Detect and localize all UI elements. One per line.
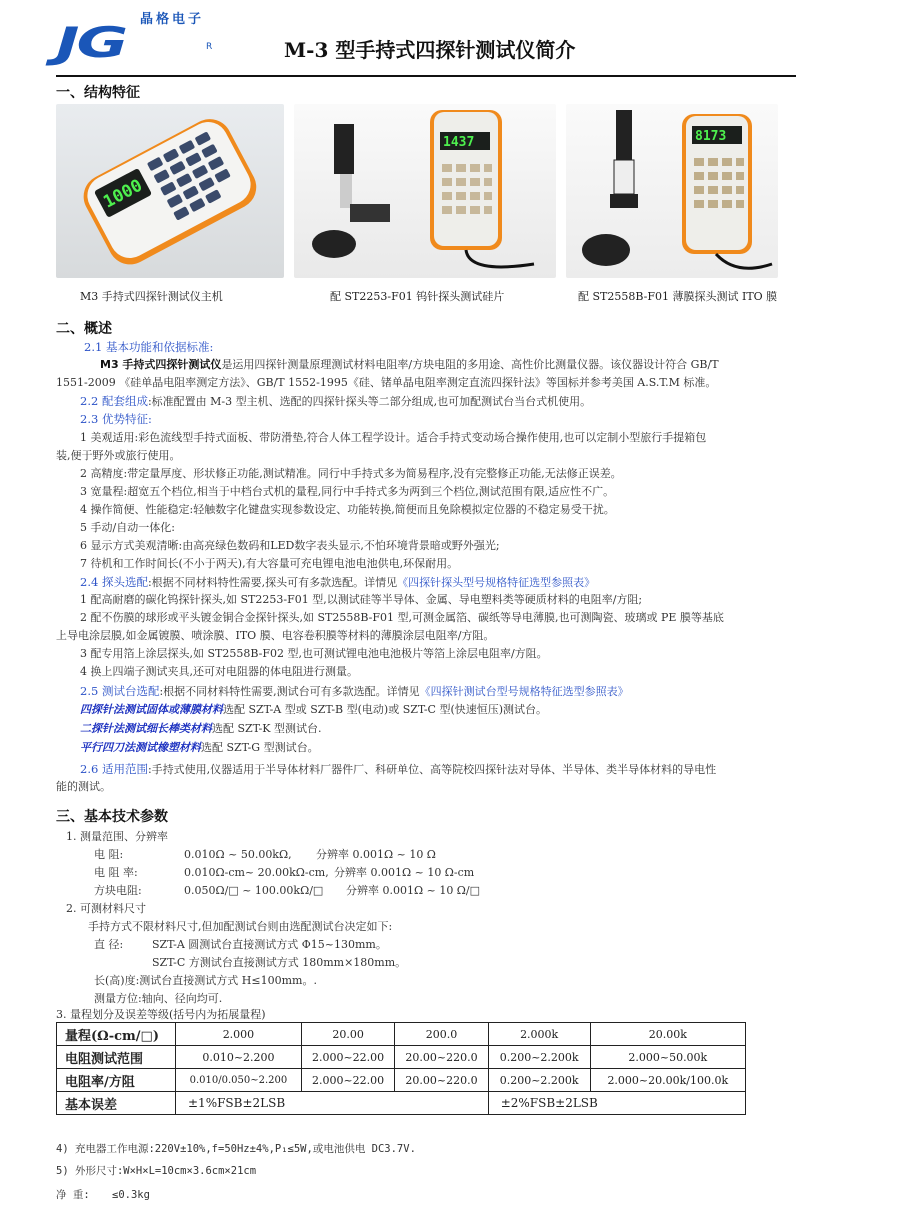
param-3-title: 3. 量程划分及误差等级(括号内为拓展量程) [56, 1008, 266, 1021]
advantage-3: 3 宽量程:超宽五个档位,相当于中档台式机的量程,同行中手持式多为两到三个档位,测试范围有限,适应性不广。 [80, 485, 615, 498]
intro-text: 是运用四探针测量原理测试材料电阻率/方块电阻的多用途、高性价比测量仪器。该仪器设计符合 GB/T [221, 358, 719, 371]
subsection-2-6-label: 2.6 适用范围 [80, 762, 148, 776]
advantage-1-cont: 装,便于野外或旅行使用。 [56, 449, 181, 462]
advantage-7: 7 待机和工作时间长(不小于两天),有大容量可充电锂电池电池供电,环保耐用。 [80, 557, 459, 570]
resistance-label: 电 阻: [94, 848, 124, 861]
probe-3: 3 配专用箔上涂层探头,如 ST2558B-F02 型,也可测试锂电池电池极片等箔上涂层电阻率/方阻。 [80, 647, 548, 660]
table-row-head: 基本误差 [57, 1092, 176, 1115]
main-display-value: 1000 [100, 175, 146, 213]
table-cell: ±2%FSB±2LSB [488, 1092, 745, 1115]
stand-3 [80, 739, 319, 757]
stand-2-method: 二探针法测试细长棒类材料 [80, 722, 212, 735]
table-row-head: 电阻测试范围 [57, 1046, 176, 1069]
resistivity-resolution: 分辨率 0.001Ω ~ 10 Ω-cm [334, 866, 475, 879]
subsection-2-4-label: 2.4 探头选配 [80, 575, 148, 589]
subsection-2-1: 2.1 基本功能和依据标准: [84, 340, 214, 354]
subsection-2-2-text: :标准配置由 M-3 型主机、选配的四探针探头等二部分组成,也可加配测试台当台式机使用。 [147, 395, 592, 408]
subsection-2-5-text: :根据不同材料特性需要,测试台可有多款选配。详情见 [159, 685, 420, 698]
subsection-2-4 [80, 573, 595, 592]
probe-2-cont: 上导电涂层膜,如金属镀膜、喷涂膜、ITO 膜、电容卷积膜等材料的薄膜涂层电阻率/方阻。 [56, 629, 495, 642]
table-cell: 2.000~20.00k/100.0k [590, 1069, 745, 1092]
stand-3-method: 平行四刀法测试橡塑材料 [80, 741, 201, 754]
subsection-2-3: 2.3 优势特征: [80, 412, 152, 426]
advantage-1: 1 美观适用:彩色流线型手持式面板、带防滑垫,符合人体工程学设计。适合手持式变动场合操作使用,也可以定制小型旅行手提箱包 [80, 431, 707, 444]
advantage-4: 4 操作简便、性能稳定:轻触数字化键盘实现参数设定、功能转换,简便而且免除模拟定位器的不稳定易受干扰。 [80, 503, 615, 516]
caption-main-unit: M3 手持式四探针测试仪主机 [80, 290, 223, 303]
stand-2-text: 选配 SZT-K 型测试台. [212, 722, 322, 735]
diameter-szt-c: SZT-C 方测试台直接测试方式 180mm×180mm。 [152, 956, 407, 969]
stand-2 [80, 720, 322, 738]
title-rule [56, 75, 796, 77]
company-logo [56, 8, 226, 67]
table-cell: ±1%FSB±2LSB [176, 1092, 489, 1115]
probe-table-link[interactable]: 《四探针探头型号规格特征选型参照表》 [397, 576, 596, 589]
table-row [57, 1046, 746, 1069]
dimension-spec: 5) 外形尺寸:W×H×L=10cm×3.6cm×21cm [56, 1165, 257, 1177]
range-table [56, 1022, 746, 1115]
table-cell: 0.010~2.200 [176, 1046, 302, 1069]
diameter-szt-a: SZT-A 圆测试台直接测试方式 Φ15~130mm。 [152, 938, 387, 951]
param-2-title: 2. 可测材料尺寸 [66, 902, 146, 915]
logo-brand-text: 晶格电子 [140, 12, 205, 27]
section1-heading: 一、结构特征 [56, 85, 140, 101]
caption-st2253: 配 ST2253-F01 钨针探头测试硅片 [330, 290, 505, 303]
resistivity-range: 0.010Ω-cm~ 20.00kΩ-cm, [184, 866, 329, 879]
table-cell: 2.000~22.00 [301, 1069, 394, 1092]
table-cell: 0.200~2.200k [488, 1069, 590, 1092]
table-row-head: 电阻率/方阻 [57, 1069, 176, 1092]
section2-heading: 二、概述 [56, 321, 112, 337]
logo-mark: JG [56, 18, 126, 67]
weight-label: 净 重: [56, 1189, 90, 1201]
advantage-6: 6 显示方式美观清晰:由高亮绿色数码和LED数字表头显示,不怕环境背景暗或野外强光; [80, 539, 500, 552]
table-cell: 20.00 [301, 1023, 394, 1046]
table-row [57, 1069, 746, 1092]
table-cell: 0.200~2.200k [488, 1046, 590, 1069]
table-cell: 20.00k [590, 1023, 745, 1046]
subsection-2-2 [80, 392, 591, 411]
stand-table-link[interactable]: 《四探针测试台型号规格特征选型参照表》 [419, 685, 629, 698]
weight-value: ≤0.3kg [112, 1189, 150, 1201]
table-cell: 2.000~50.00k [590, 1046, 745, 1069]
registered-mark: R [206, 42, 213, 52]
table-row-head: 量程(Ω-cm/□) [57, 1023, 176, 1046]
probe-1: 1 配高耐磨的碳化钨探针探头,如 ST2253-F01 型,以测试硅等半导体、金属、导电塑料类等硬质材料的电阻率/方阻; [80, 593, 643, 606]
sheet-resistance-resolution: 分辨率 0.001Ω ~ 10 Ω/□ [346, 884, 481, 897]
section3-heading: 三、基本技术参数 [56, 809, 168, 825]
table-row [57, 1092, 746, 1115]
advantage-2: 2 高精度:带定量厚度、形状修正功能,测试精准。同行中手持式多为简易程序,没有完整修正功能,无法修正误差。 [80, 467, 622, 480]
resistance-range: 0.010Ω ~ 50.00kΩ, [184, 848, 292, 861]
intro-line-2: 1551-2009 《硅单晶电阻率测定方法》、GB/T 1552-1995《硅、锗单晶电阻率测定直流四探针法》等国标并参考美国 A.S.T.M 标准。 [56, 376, 717, 389]
probe-2: 2 配不伤膜的球形或平头镀金铜合金探针探头,如 ST2558B-F01 型,可测金属箔、碳纸等导电薄膜,也可测陶瓷、玻璃或 PE 膜等基底 [80, 611, 724, 624]
caption-st2558b: 配 ST2558B-F01 薄膜探头测试 ITO 膜 [578, 290, 778, 303]
sheet-resistance-range: 0.050Ω/□ ~ 100.00kΩ/□ [184, 884, 324, 897]
subsection-2-5 [80, 682, 629, 701]
table-cell: 20.00~220.0 [395, 1069, 488, 1092]
height-limit: 长(高)度:测试台直接测试方式 H≤100mm。. [94, 974, 317, 987]
page-title: M-3 型手持式四探针测试仪简介 [284, 38, 576, 62]
st2253-display-value: 1437 [443, 135, 475, 150]
sheet-resistance-label: 方块电阻: [94, 884, 142, 897]
table-cell: 2.000 [176, 1023, 302, 1046]
photo-main-unit [56, 104, 284, 278]
table-cell: 2.000~22.00 [301, 1046, 394, 1069]
measure-direction: 测量方位:轴向、径向均可. [94, 992, 223, 1005]
table-cell: 2.000k [488, 1023, 590, 1046]
probe-4: 4 换上四端子测试夹具,还可对电阻器的体电阻进行测量。 [80, 665, 358, 678]
resistance-resolution: 分辨率 0.001Ω ~ 10 Ω [316, 848, 436, 861]
subsection-2-6-cont: 能的测试。 [56, 780, 111, 793]
diameter-label: 直 径: [94, 938, 124, 951]
subsection-2-5-label: 2.5 测试台选配 [80, 684, 160, 698]
product-name: M3 手持式四探针测试仪 [100, 358, 222, 371]
resistivity-label: 电 阻 率: [94, 866, 138, 879]
table-cell: 20.00~220.0 [395, 1046, 488, 1069]
photo-st2558b-probe [566, 104, 778, 278]
intro-line-1 [100, 356, 719, 374]
param-1-title: 1. 测量范围、分辨率 [66, 830, 168, 843]
table-cell: 0.010/0.050~2.200 [176, 1069, 302, 1092]
st2558b-display-value: 8173 [695, 129, 727, 144]
advantage-5: 5 手动/自动一体化: [80, 521, 175, 534]
stand-1-method: 四探针法测试固体或薄膜材料 [80, 703, 223, 716]
sample-size-note: 手持方式不限材料尺寸,但加配测试台则由选配测试台决定如下: [88, 920, 393, 933]
stand-3-text: 选配 SZT-G 型测试台。 [201, 741, 319, 754]
photo-st2253-probe [294, 104, 556, 278]
stand-1 [80, 701, 547, 719]
table-row [57, 1023, 746, 1046]
table-cell: 200.0 [395, 1023, 488, 1046]
subsection-2-4-text: :根据不同材料特性需要,探头可有多款选配。详情见 [147, 576, 398, 589]
subsection-2-6-text: :手持式使用,仪器适用于半导体材料厂器件厂、科研单位、高等院校四探针法对导体、半导体、类半导体材料的导电性 [147, 763, 717, 776]
stand-1-text: 选配 SZT-A 型或 SZT-B 型(电动)或 SZT-C 型(快速恒压)测试台。 [223, 703, 548, 716]
subsection-2-6 [80, 760, 716, 779]
power-spec: 4) 充电器工作电源:220V±10%,f=50Hz±4%,P₁≤5W,或电池供电 DC3.7V. [56, 1143, 416, 1155]
subsection-2-2-label: 2.2 配套组成 [80, 394, 148, 408]
